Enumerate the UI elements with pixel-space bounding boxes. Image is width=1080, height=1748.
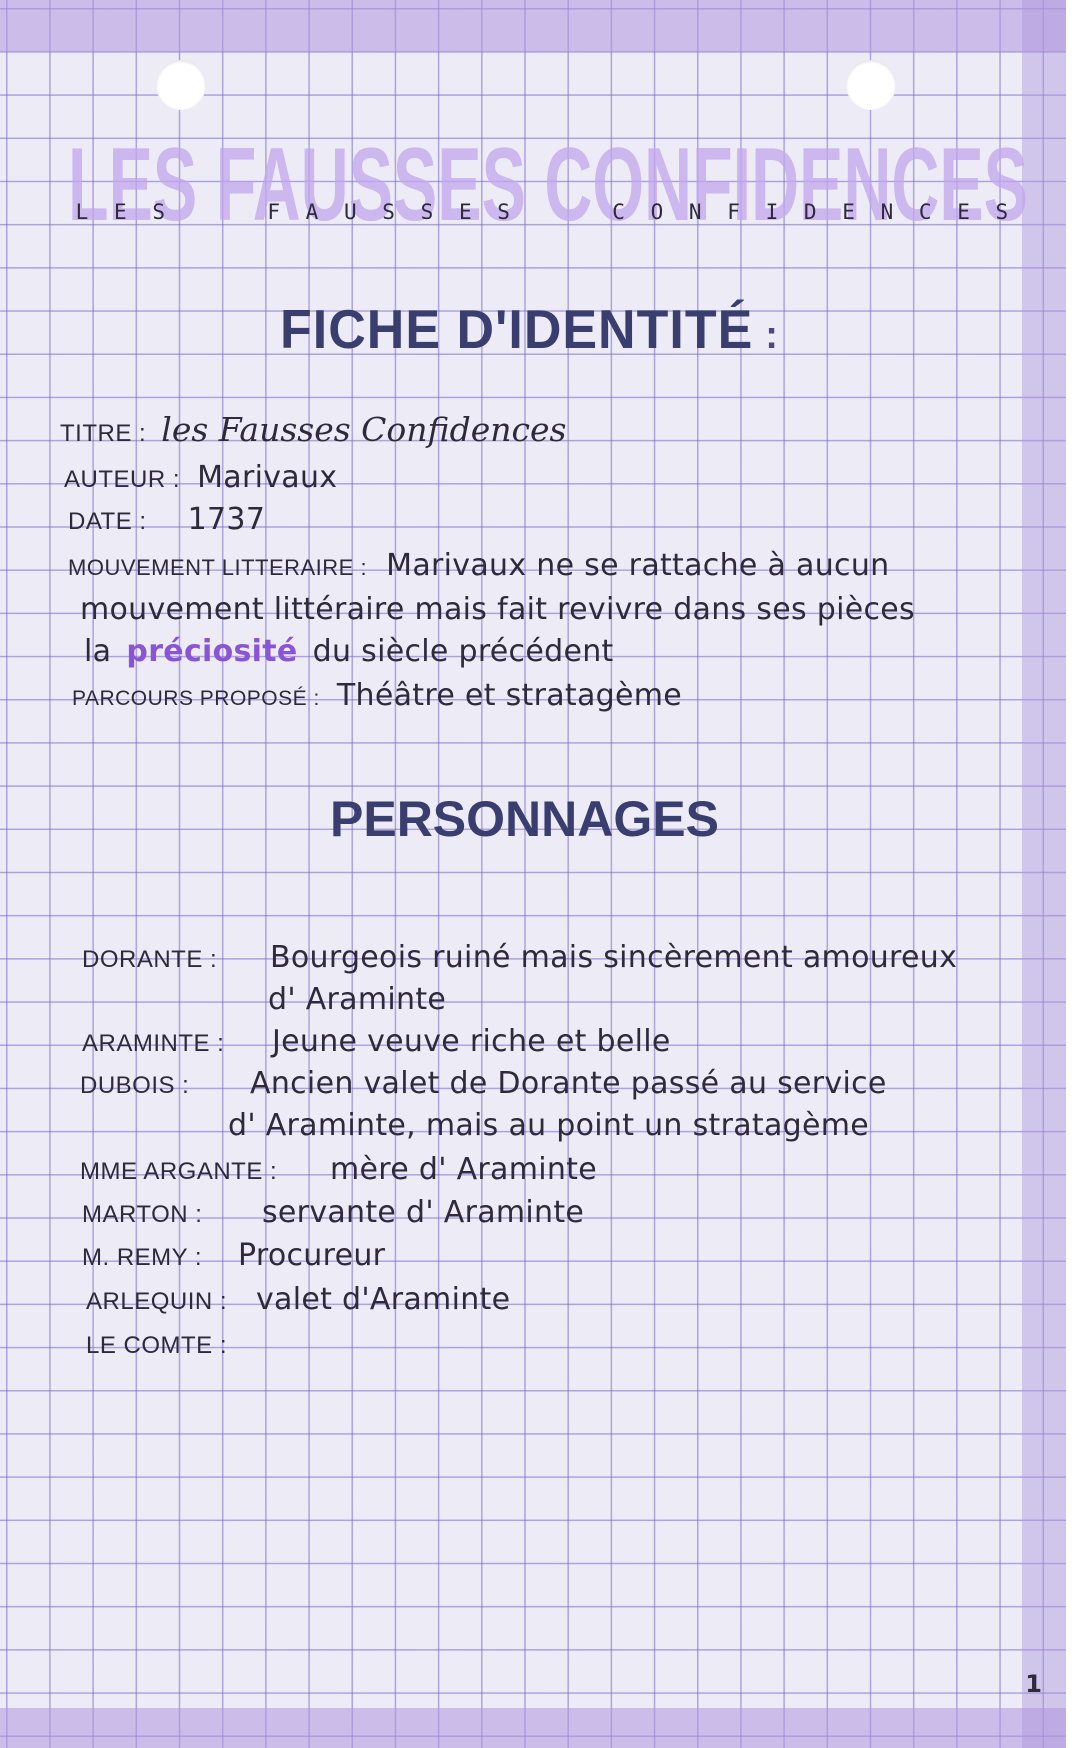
character-name: ARLEQUIN : [86, 1288, 228, 1315]
titre-row [60, 410, 566, 449]
identity-heading [280, 299, 779, 362]
spaced-title-letter: S [420, 200, 434, 224]
personnages-heading: PERSONNAGES [330, 791, 719, 847]
bottom-margin-band [0, 1708, 1080, 1748]
spaced-title-letter: L [75, 200, 89, 224]
character-name: MARTON : [82, 1201, 203, 1228]
spaced-title-letter: C [612, 200, 625, 224]
spaced-title-letter: E [957, 200, 970, 224]
character-description: Ancien valet de Dorante passé au service [250, 1066, 887, 1101]
spaced-title [72, 200, 1012, 224]
character-description-continued: d' Araminte [268, 982, 447, 1017]
mouvement-value-1: Marivaux ne se rattache à aucun [386, 548, 890, 583]
spaced-title-letter: E [842, 200, 855, 224]
spaced-title-letter: O [650, 200, 664, 224]
character-name: DUBOIS : [80, 1072, 190, 1099]
character-description: mère d' Araminte [330, 1152, 598, 1187]
spaced-title-letter: F [727, 200, 740, 224]
spaced-title-letter: E [114, 200, 127, 224]
date-value: 1737 [187, 502, 266, 537]
mouvement-row-3 [84, 634, 614, 669]
character-description: Procureur [238, 1238, 386, 1273]
mouvement-value-3a: la [84, 634, 112, 669]
binder-hole-right [846, 60, 896, 110]
character-name: M. REMY : [82, 1244, 203, 1271]
spaced-title-letter: I [765, 200, 779, 224]
character-name: MME ARGANTE : [80, 1158, 278, 1185]
auteur-row [64, 460, 337, 495]
mouvement-value-3c: du siècle précédent [312, 634, 614, 669]
spaced-title-letter: E [458, 200, 472, 224]
spaced-title-letter [570, 200, 590, 224]
spaced-title-letter: F [267, 200, 280, 224]
spaced-title-letter: N [880, 200, 894, 224]
spaced-title-letter: N [688, 200, 702, 224]
character-description: valet d'Araminte [256, 1282, 511, 1317]
parcours-value: Théâtre et stratagème [336, 678, 683, 713]
character-description: Jeune veuve riche et belle [272, 1024, 671, 1059]
character-description: Bourgeois ruiné mais sincèrement amoureux [270, 940, 958, 975]
character-name: ARAMINTE : [82, 1030, 225, 1057]
spaced-title-letter: D [803, 200, 817, 224]
spaced-title-letter: A [305, 200, 319, 224]
page-number: 1 [1025, 1670, 1042, 1698]
parcours-label: PARCOURS PROPOSÉ : [72, 687, 320, 710]
spaced-title-letter: C [918, 200, 932, 224]
mouvement-value-2: mouvement littéraire mais fait revivre dans ses pièces [80, 592, 915, 627]
spaced-title-letter: S [152, 200, 165, 224]
right-paper-edge [1066, 0, 1080, 1748]
mouvement-row-2 [80, 592, 915, 627]
identity-heading-colon: : [765, 313, 779, 358]
character-name: DORANTE : [82, 946, 218, 973]
titre-value: les Fausses Confidences [161, 410, 567, 449]
spaced-title-letter: S [995, 200, 1009, 224]
svg-text:LES FAUSSES CONFIDENCES: LES FAUSSES CONFIDENCES [68, 128, 1028, 238]
spaced-title-letter [225, 200, 245, 224]
spaced-title-letter [532, 200, 552, 224]
identity-heading-text: FICHE D'IDENTITÉ [280, 299, 754, 361]
character-description-continued: d' Araminte, mais au point un stratagème [228, 1108, 870, 1143]
character-name: LE COMTE : [86, 1332, 228, 1359]
mouvement-label: MOUVEMENT LITTERAIRE : [68, 555, 368, 580]
auteur-value: Marivaux [197, 460, 338, 495]
parcours-row [72, 678, 682, 713]
spaced-title-letter: S [497, 200, 510, 224]
preciosite-highlight: préciosité [126, 634, 298, 669]
top-margin-band [0, 0, 1080, 52]
binder-hole-left [156, 60, 206, 110]
spaced-title-letter: S [382, 200, 395, 224]
spaced-title-letter: U [343, 200, 357, 224]
spaced-title-letter [187, 200, 207, 224]
date-label: DATE : [68, 508, 147, 535]
date-row [68, 502, 265, 537]
titre-label: TITRE : [60, 420, 147, 447]
mouvement-row [68, 548, 889, 583]
character-description: servante d' Araminte [262, 1195, 585, 1230]
auteur-label: AUTEUR : [64, 466, 181, 493]
